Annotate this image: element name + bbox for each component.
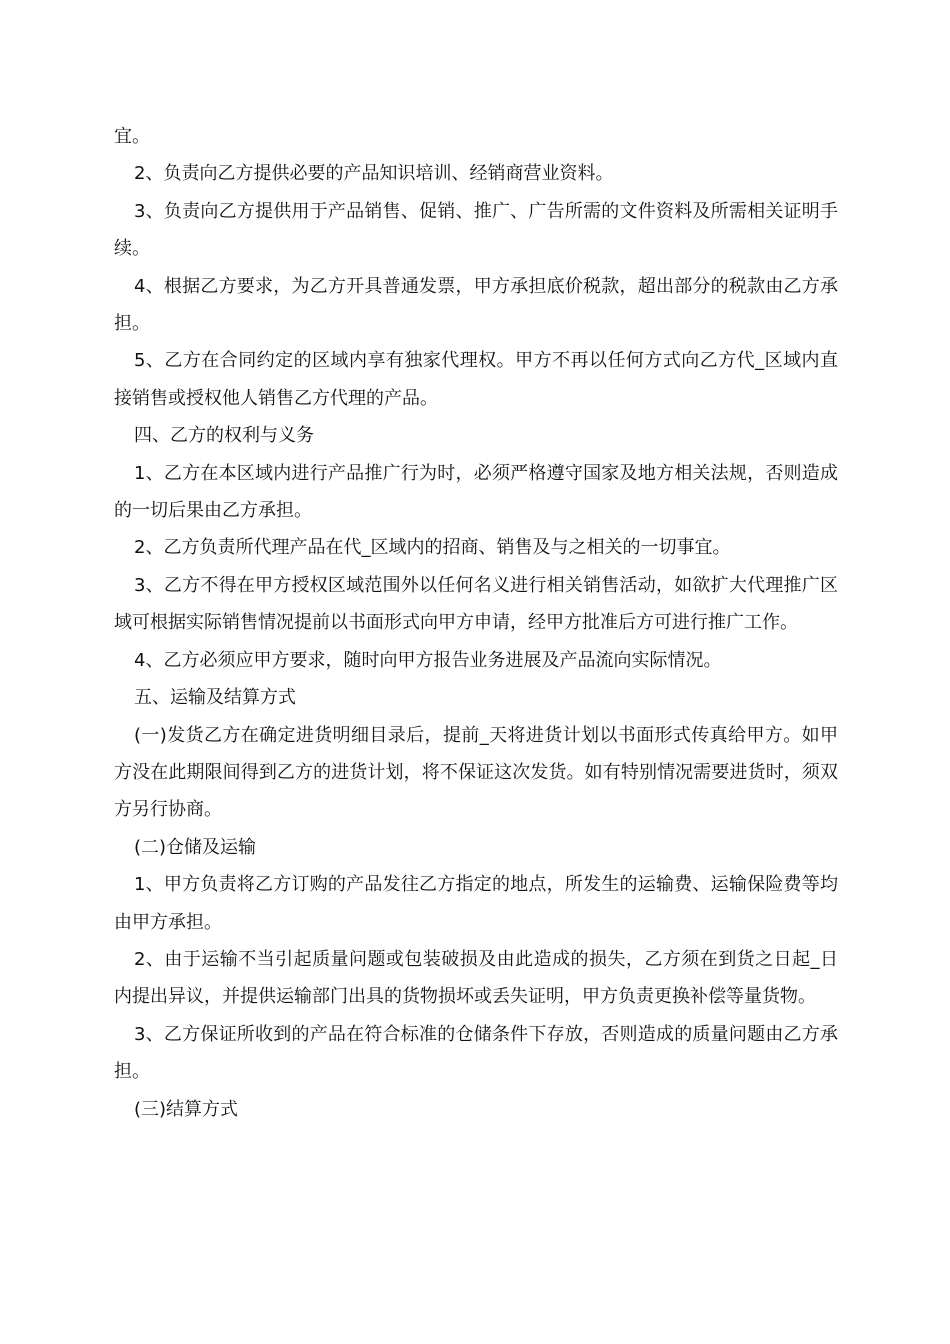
paragraph: (一)发货乙方在确定进货明细目录后，提前_天将进货计划以书面形式传真给甲方。如甲方没在此期限间得到乙方的进货计划，将不保证这次发货。如有特别情况需要进货时，须双方另行协商。 [114, 724, 838, 821]
paragraph: 4、根据乙方要求，为乙方开具普通发票，甲方承担底价税款，超出部分的税款由乙方承担。 [114, 275, 838, 335]
section-heading: 四、乙方的权利与义务 [134, 425, 314, 447]
paragraph: 1、甲方负责将乙方订购的产品发往乙方指定的地点，所发生的运输费、运输保险费等均由甲方承担。 [114, 874, 838, 933]
paragraph: 3、乙方保证所收到的产品在符合标准的仓储条件下存放，否则造成的质量问题由乙方承担。 [114, 1023, 838, 1083]
paragraph: 4、乙方必须应甲方要求，随时向甲方报告业务进展及产品流向实际情况。 [134, 649, 722, 671]
paragraph: 2、由于运输不当引起质量问题或包装破损及由此造成的损失，乙方须在到货之日起_日内提出异议，并提供运输部门出具的货物损坏或丢失证明，甲方负责更换补偿等量货物。 [114, 948, 838, 1008]
paragraph: 3、乙方不得在甲方授权区域范围外以任何名义进行相关销售活动，如欲扩大代理推广区域可根据实际销售情况提前以书面形式向甲方申请，经甲方批准后方可进行推广工作。 [114, 574, 838, 634]
subsection-heading: (三)结算方式 [134, 1098, 239, 1120]
paragraph: 3、负责向乙方提供用于产品销售、促销、推广、广告所需的文件资料及所需相关证明手续。 [114, 200, 838, 260]
paragraph: 宜。 [114, 126, 150, 147]
paragraph: 2、乙方负责所代理产品在代_区域内的招商、销售及与之相关的一切事宜。 [134, 537, 731, 559]
paragraph: 1、乙方在本区域内进行产品推广行为时，必须严格遵守国家及地方相关法规，否则造成的一切后果由乙方承担。 [114, 462, 838, 522]
paragraph: 2、负责向乙方提供必要的产品知识培训、经销商营业资料。 [134, 163, 614, 185]
section-heading: 五、运输及结算方式 [134, 687, 296, 709]
document-body [114, 118, 838, 1128]
subsection-heading: (二)仓储及运输 [134, 836, 257, 858]
paragraph: 5、乙方在合同约定的区域内享有独家代理权。甲方不再以任何方式向乙方代_区域内直接销售或授权他人销售乙方代理的产品。 [114, 350, 838, 409]
